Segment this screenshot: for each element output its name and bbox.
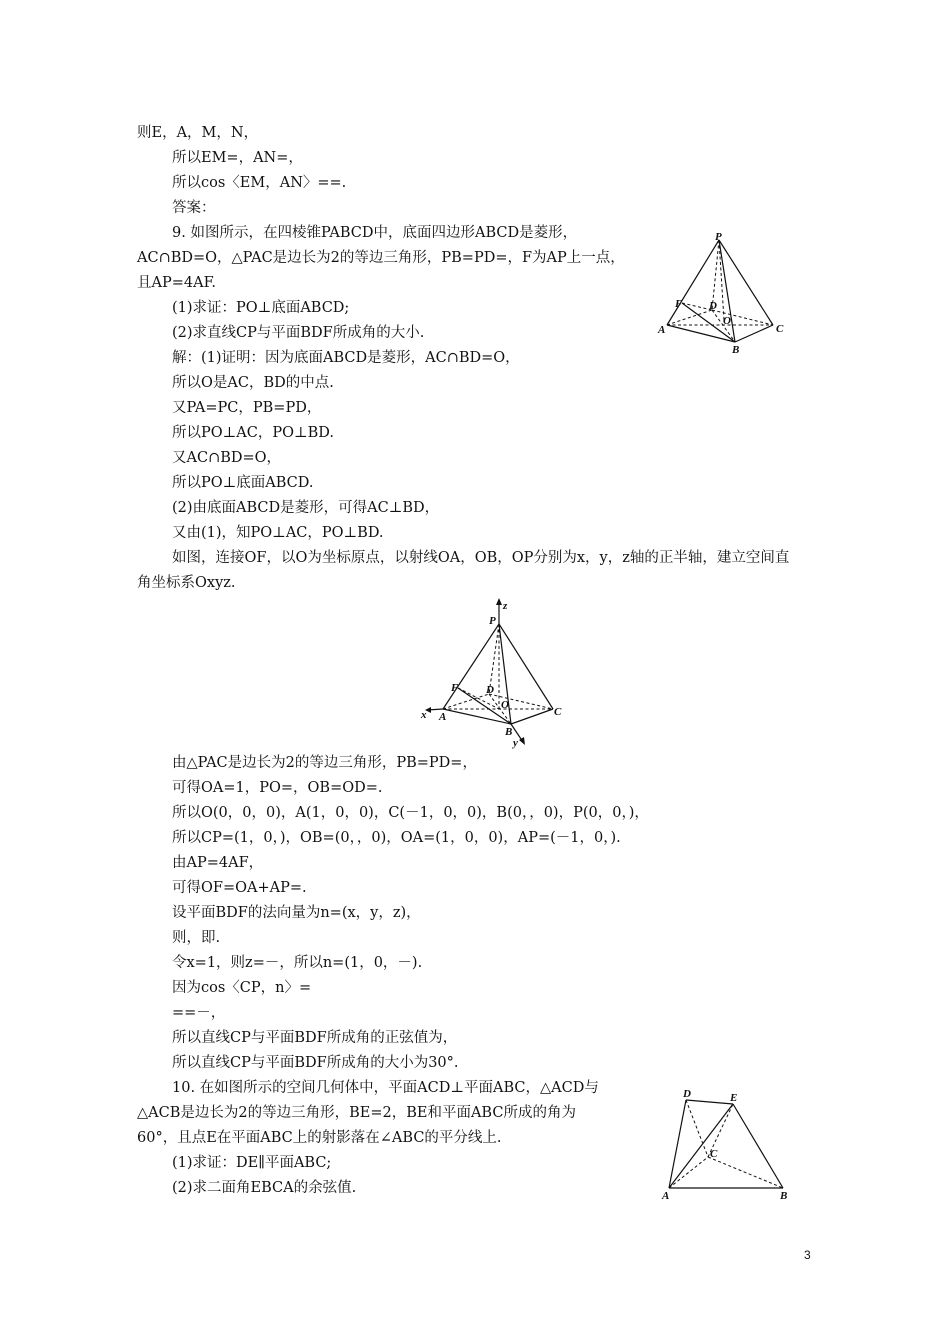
- label-x: x: [421, 709, 427, 721]
- text-line: 设平面BDF的法向量为n=(x，y，z)，: [172, 905, 421, 921]
- text-line: 所以PO⊥AC，PO⊥BD.: [172, 425, 334, 441]
- text-line: 所以直线CP与平面BDF所成角的正弦值为，: [172, 1030, 458, 1046]
- label-a: A: [658, 324, 666, 336]
- label-o: O: [501, 699, 509, 711]
- geometry-figure-10: [658, 1086, 798, 1206]
- text-line: 所以EM=，AN=，: [172, 150, 303, 166]
- label-p: P: [715, 231, 722, 243]
- text-line: △ACB是边长为2的等边三角形，BE=2，BE和平面ABC所成的角为: [137, 1105, 576, 1121]
- text-line: (1)求证：DE∥平面ABC;: [172, 1155, 332, 1171]
- text-line: 所以cos〈EM，AN〉==.: [172, 175, 347, 191]
- text-line: 所以O(0，0，0)，A(1，0，0)，C(－1，0，0)，B(0，，0)，P(0，0，)，: [172, 805, 649, 821]
- text-line: 所以PO⊥底面ABCD.: [172, 475, 314, 491]
- problem-9-title: 9. 如图所示，在四棱锥PABCD中，底面四边形ABCD是菱形，: [172, 225, 578, 241]
- label-o: O: [723, 315, 731, 327]
- text-line: 60°，且点E在平面ABC上的射影落在∠ABC的平分线上.: [137, 1130, 502, 1146]
- text-line: 由△PAC是边长为2的等边三角形，PB=PD=，: [172, 755, 477, 771]
- text-line: 所以直线CP与平面BDF所成角的大小为30°.: [172, 1055, 459, 1071]
- label-z: z: [503, 600, 508, 612]
- text-line: 所以O是AC，BD的中点.: [172, 375, 334, 391]
- text-line: (1)求证：PO⊥底面ABCD;: [172, 300, 350, 316]
- label-d: D: [683, 1088, 691, 1100]
- text-line: 可得OA=1，PO=，OB=OD=.: [172, 780, 383, 796]
- text-line: 则，即.: [172, 930, 221, 946]
- text-line: (2)求二面角EBCA的余弦值.: [172, 1180, 357, 1196]
- label-d: D: [709, 300, 717, 312]
- label-c: C: [554, 706, 562, 718]
- text-line: (2)由底面ABCD是菱形，可得AC⊥BD，: [172, 500, 440, 516]
- label-d: D: [486, 684, 494, 696]
- text-line: 答案：: [172, 200, 216, 216]
- text-line: 且AP=4AF.: [137, 275, 216, 291]
- label-f: F: [451, 682, 459, 694]
- label-a: A: [439, 711, 447, 723]
- text-line: ==－，: [172, 1005, 226, 1021]
- pyramid-figure-1: [655, 228, 795, 360]
- text-line: 又PA=PC，PB=PD，: [172, 400, 322, 416]
- label-p: P: [489, 615, 496, 627]
- text-line: 因为cos〈CP，n〉=: [172, 980, 312, 996]
- text-line: 角坐标系Oxyz.: [137, 575, 236, 591]
- label-c: C: [776, 323, 784, 335]
- text-line: 令x=1，则z=－，所以n=(1，0，－).: [172, 955, 423, 971]
- page-number: 3: [804, 1248, 811, 1262]
- pyramid-coordinate-figure: [415, 598, 575, 750]
- label-a: A: [662, 1190, 670, 1202]
- text-line: 所以CP=(1，0，)，OB=(0，，0)，OA=(1，0，0)，AP=(－1，0，).: [172, 830, 621, 846]
- text-line: 如图，连接OF，以O为坐标原点，以射线OA，OB，OP分别为x，y，z轴的正半轴，建立空间直: [172, 550, 790, 566]
- text-line: 可得OF=OA+AP=.: [172, 880, 307, 896]
- text-line: 解：(1)证明：因为底面ABCD是菱形，AC∩BD=O，: [172, 350, 520, 366]
- label-e: E: [730, 1092, 738, 1104]
- text-line: (2)求直线CP与平面BDF所成角的大小.: [172, 325, 425, 341]
- text-line: 则E，A，M，N，: [137, 125, 259, 141]
- text-line: AC∩BD=O，△PAC是边长为2的等边三角形，PB=PD=，F为AP上一点，: [137, 250, 625, 266]
- text-line: 又AC∩BD=O，: [172, 450, 282, 466]
- text-line: 由AP=4AF，: [172, 855, 264, 871]
- label-b: B: [780, 1190, 788, 1202]
- text-line: 又由(1)，知PO⊥AC，PO⊥BD.: [172, 525, 384, 541]
- label-b: B: [732, 344, 740, 356]
- label-y: y: [513, 737, 518, 749]
- problem-10-title: 10. 在如图所示的空间几何体中，平面ACD⊥平面ABC，△ACD与: [172, 1080, 599, 1096]
- label-b: B: [505, 726, 513, 738]
- label-f: F: [675, 298, 683, 310]
- label-c: C: [710, 1148, 718, 1160]
